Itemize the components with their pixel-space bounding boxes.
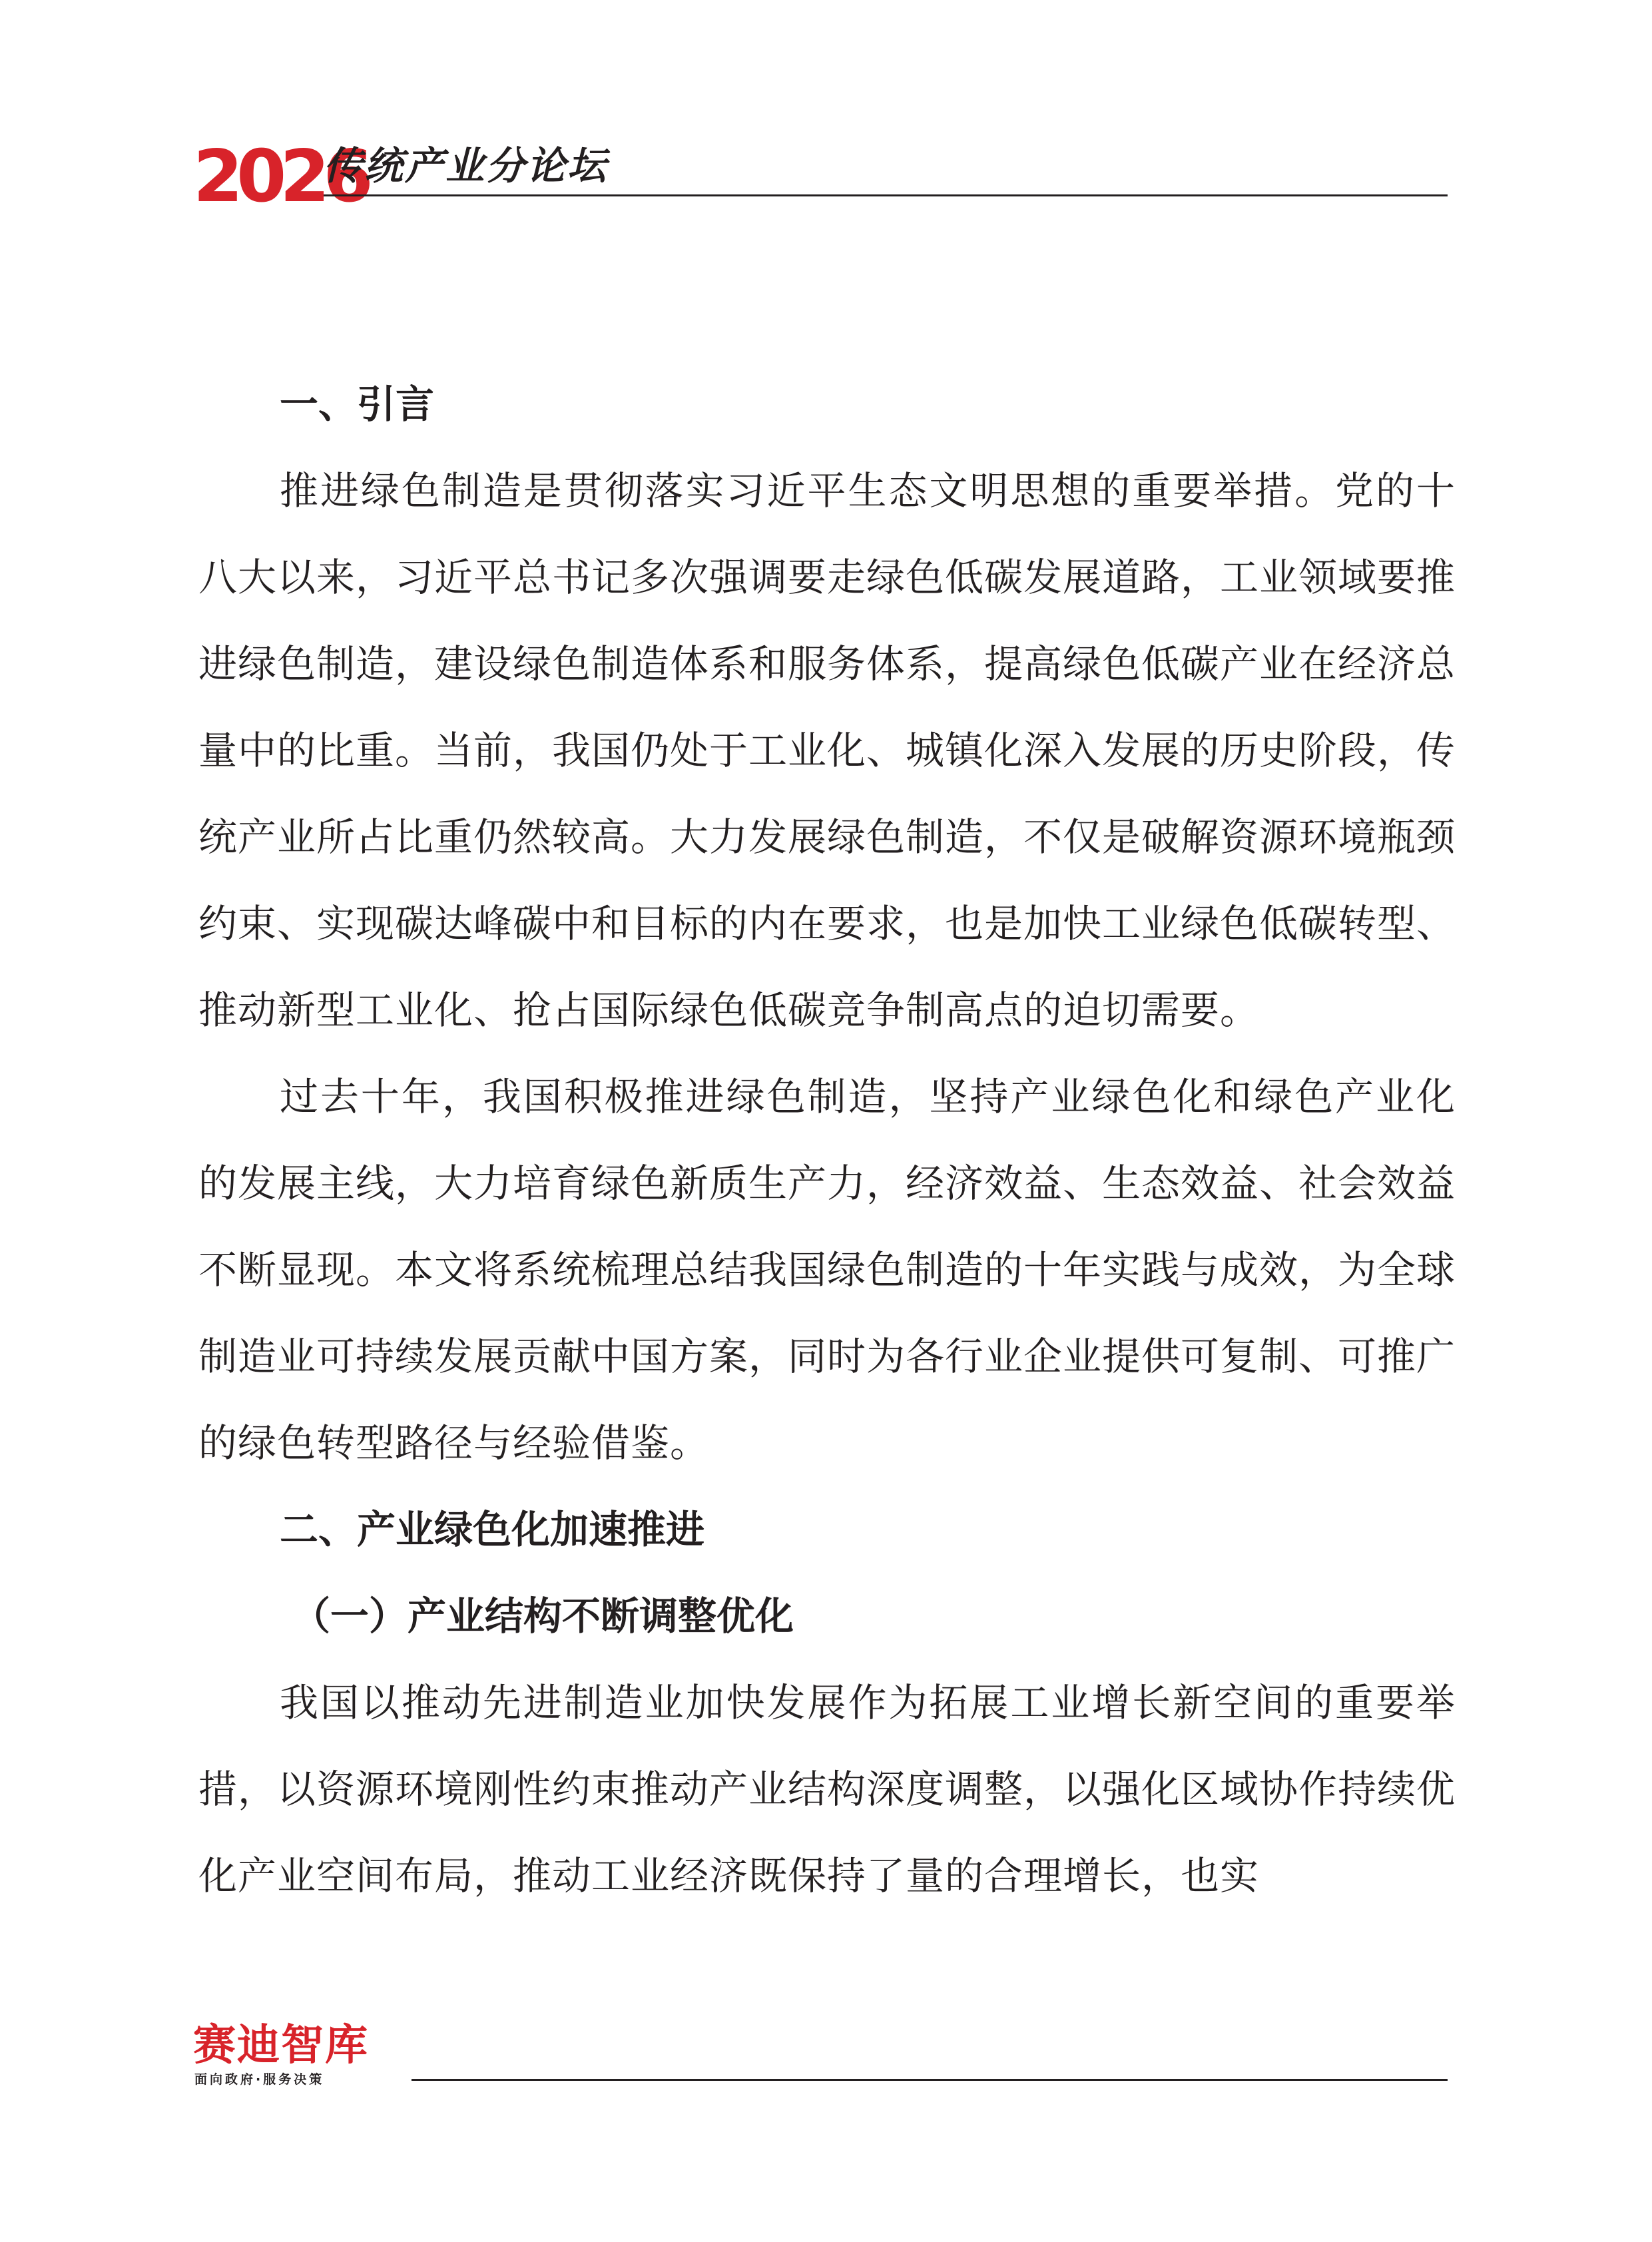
document-body — [198, 361, 1456, 1919]
page-header — [193, 133, 1458, 226]
paragraph: 推进绿色制造是贯彻落实习近平生态文明思想的重要举措。党的十八大以来，习近平总书记多次强调要走绿色低碳发展道路，工业领域要推进绿色制造，建设绿色制造体系和服务体系，提高绿色低碳产业在经济总量中的比重。当前，我国仍处于工业化、城镇化深入发展的历史阶段，传统产业所占比重仍然较高。大力发展绿色制造，不仅是破解资源环境瓶颈约束、实现碳达峰碳中和目标的内在要求，也是加快工业绿色低碳转型、推动新型工业化、抢占国际绿色低碳竞争制高点的迫切需要。 — [198, 468, 1456, 1033]
subsection-heading-2-1: （一）产业结构不断调整优化 — [292, 1593, 794, 1639]
brand-logo: 赛迪智库 — [193, 2021, 369, 2070]
footer-divider — [412, 2079, 1448, 2081]
logo-year: 2026 — [193, 135, 367, 218]
section-heading-2: 二、产业绿色化加速推进 — [280, 1507, 705, 1552]
brand-slogan: 面向政府·服务决策 — [194, 2072, 325, 2087]
page-footer — [193, 2021, 1458, 2098]
paragraph: 过去十年，我国积极推进绿色制造，坚持产业绿色化和绿色产业化的发展主线，大力培育绿色新质生产力，经济效益、生态效益、社会效益不断显现。本文将系统梳理总结我国绿色制造的十年实践与成效，为全球制造业可持续发展贡献中国方案，同时为各行业企业提供可复制、可推广的绿色转型路径与经验借鉴。 — [198, 1074, 1456, 1466]
forum-title: 传统产业分论坛 — [324, 143, 609, 188]
paragraph: 我国以推动先进制造业加快发展作为拓展工业增长新空间的重要举措，以资源环境刚性约束推动产业结构深度调整，以强化区域协作持续优化产业空间布局，推动工业经济既保持了量的合理增长，也实 — [198, 1680, 1456, 1898]
header-divider — [324, 194, 1448, 196]
section-heading-intro: 一、引言 — [280, 382, 435, 427]
